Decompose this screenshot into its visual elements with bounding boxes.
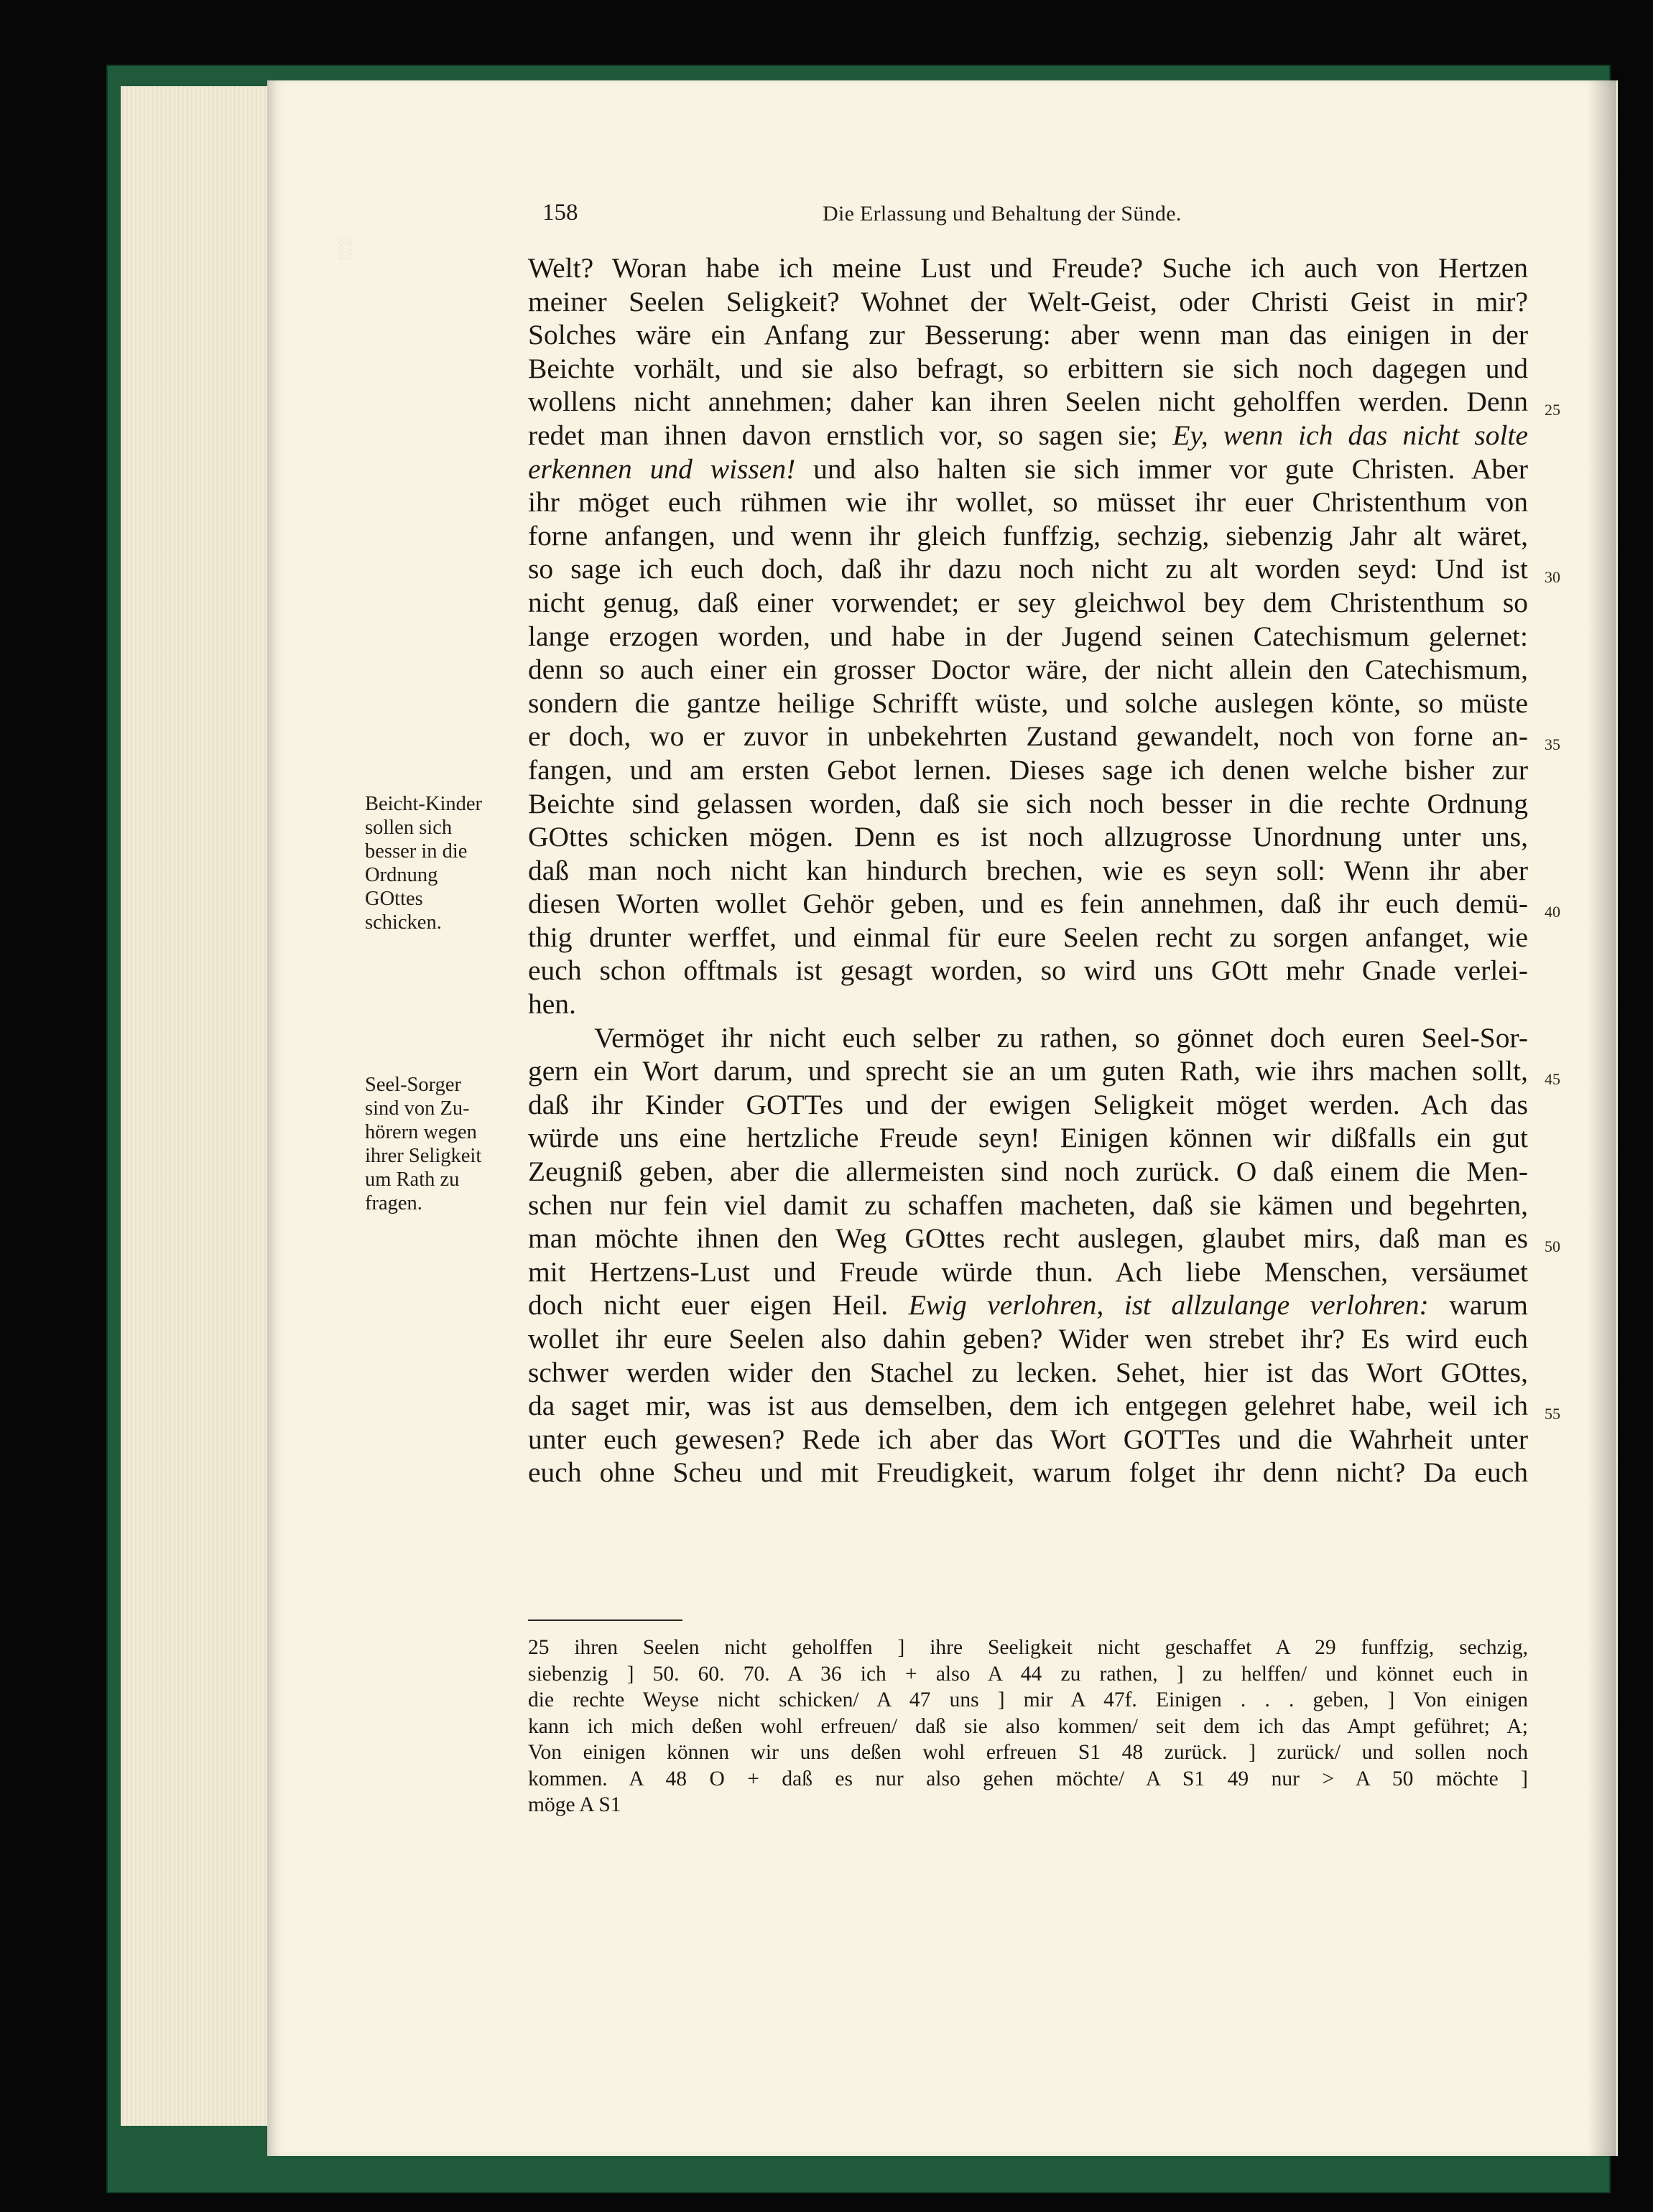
footnote-line: 25 ihren Seelen nicht geholffen ] ihre Seeligkeit nicht geschaffet A 29 funffzig, sechzig, xyxy=(528,1636,1528,1659)
margin-note-line: Beicht-Kinder xyxy=(365,793,483,815)
text-line: Beichte vorhält, und sie also befragt, so erbittern sie sich noch dagegen und xyxy=(528,352,1528,384)
text-line: da saget mir, was ist aus demselben, dem ich entgegen gelehret habe, weil ich xyxy=(528,1390,1528,1422)
text-line: gern ein Wort darum, und sprecht sie an um guten Rath, wie ihrs machen sollt, xyxy=(528,1055,1528,1087)
text-line: unter euch gewesen? Rede ich aber das Wort GOTTes und die Wahrheit unter xyxy=(528,1423,1528,1455)
text-line: fangen, und am ersten Gebot lernen. Dieses sage ich denen welche bisher zur xyxy=(528,753,1528,786)
text-line: sondern die gantze heilige Schrifft wüste, und solche auslegen könte, so müste xyxy=(528,687,1528,719)
footnote-line: siebenzig ] 50. 60. 70. A 36 ich + also A 44 zu rathen, ] zu helffen/ und könnet euch in xyxy=(528,1662,1528,1686)
footnote-rule xyxy=(528,1620,682,1621)
italic-quote: Ey, wenn ich das nicht solte xyxy=(1172,419,1528,451)
text-line: forne anfangen, und wenn ihr gleich funffzig, sechzig, siebenzig Jahr alt wäret, xyxy=(528,519,1528,552)
text-segment: redet man ihnen davon ernstlich vor, so sagen sie; xyxy=(528,419,1158,451)
text-line xyxy=(528,1288,1528,1322)
main-text xyxy=(528,251,1528,1490)
margin-note-line: ihrer Seligkeit xyxy=(365,1145,482,1167)
page-gutter-shadow xyxy=(1588,80,1616,2156)
text-line: mit Hertzens-Lust und Freude würde thun. Ach liebe Menschen, versäumet xyxy=(528,1255,1528,1288)
margin-note-line: Seel-Sorger xyxy=(365,1074,462,1096)
text-line: würde uns eine hertzliche Freude seyn! Einigen können wir dißfalls ein gut xyxy=(528,1122,1528,1154)
text-line: GOttes schicken mögen. Denn es ist noch allzugrosse Unordnung unter uns, xyxy=(528,821,1528,853)
text-segment: und also halten sie sich immer vor gute Christen. Aber xyxy=(813,452,1528,485)
footnote-line: möge A S1 xyxy=(528,1793,621,1816)
bleed-through-text: ░ xyxy=(338,238,352,260)
text-segment: warum xyxy=(1449,1289,1529,1321)
footnote-line: kommen. A 48 O + daß es nur also gehen möchte/ A S1 49 nur > A 50 möchte ] xyxy=(528,1767,1528,1790)
line-number: 55 xyxy=(1545,1405,1560,1423)
text-line: euch schon offtmals ist gesagt worden, so wird uns GOtt mehr Gnade verlei- xyxy=(528,954,1528,987)
margin-note-line: GOttes xyxy=(365,888,423,910)
text-line: man möchte ihnen den Weg GOttes recht auslegen, glaubet mirs, daß man es xyxy=(528,1222,1528,1255)
text-line: Welt? Woran habe ich meine Lust und Freude? Suche ich auch von Hertzen xyxy=(528,252,1528,284)
line-number: 25 xyxy=(1545,401,1560,419)
italic-quote: erkennen und wissen! xyxy=(528,452,796,485)
text-line: lange erzogen worden, und habe in der Jugend seinen Catechismum gelernet: xyxy=(528,620,1528,652)
margin-note-line: sind von Zu- xyxy=(365,1097,470,1120)
text-line: er doch, wo er zuvor in unbekehrten Zustand gewandelt, noch von forne an- xyxy=(528,720,1528,753)
text-line: meiner Seelen Seligkeit? Wohnet der Welt-Geist, oder Christi Geist in mir? xyxy=(528,285,1528,317)
running-head: Die Erlassung und Behaltung der Sünde. xyxy=(823,202,1182,226)
text-line: daß man noch nicht kan hindurch brechen, wie es seyn soll: Wenn ihr aber xyxy=(528,854,1528,886)
line-number: 30 xyxy=(1545,568,1560,586)
margin-note-line: um Rath zu xyxy=(365,1168,460,1191)
text-line: diesen Worten wollet Gehör geben, und es fein annehmen, daß ihr euch demü- xyxy=(528,888,1528,920)
margin-note-line: fragen. xyxy=(365,1192,422,1214)
text-line: Zeugniß geben, aber die allermeisten sind noch zurück. O daß einem die Men- xyxy=(528,1156,1528,1188)
page-number: 158 xyxy=(542,200,578,226)
margin-note-line: Ordnung xyxy=(365,864,438,886)
line-number: 40 xyxy=(1545,903,1560,921)
margin-note-seel-sorger xyxy=(365,1073,481,1215)
footnotes xyxy=(528,1635,1528,1818)
text-line: nicht genug, daß einer vorwendet; er sey gleichwol bey dem Christenthum so xyxy=(528,586,1528,618)
margin-note-line: besser in die xyxy=(365,840,468,863)
line-number: 50 xyxy=(1545,1237,1560,1255)
text-line: schen nur fein viel damit zu schaffen macheten, daß sie kämen und begehrten, xyxy=(528,1189,1528,1221)
margin-note-beicht-kinder xyxy=(365,792,482,934)
margin-note-line: schicken. xyxy=(365,911,442,934)
text-line: daß ihr Kinder GOTTes und der ewigen Seligkeit möget werden. Ach das xyxy=(528,1088,1528,1120)
page-edges xyxy=(121,86,286,2126)
text-line xyxy=(528,452,1528,486)
text-line: euch ohne Scheu und mit Freudigkeit, warum folget ihr denn nicht? Da euch xyxy=(528,1456,1528,1489)
text-line: wollet ihr eure Seelen also dahin geben? Wider wen strebet ihr? Es wird euch xyxy=(528,1323,1528,1354)
text-line: denn so auch einer ein grosser Doctor wäre, der nicht allein den Catechismum, xyxy=(528,654,1528,686)
text-line: schwer werden wider den Stachel zu lecken. Sehet, hier ist das Wort GOttes, xyxy=(528,1356,1528,1388)
margin-note-line: sollen sich xyxy=(365,817,453,839)
text-line: wollens nicht annehmen; daher kan ihren Seelen nicht geholffen werden. Denn xyxy=(528,386,1528,418)
text-line: ihr möget euch rühmen wie ihr wollet, so müsset ihr euer Christenthum von xyxy=(528,486,1528,519)
line-number: 35 xyxy=(1545,735,1560,753)
text-line: so sage ich euch doch, daß ihr dazu noch nicht zu alt worden seyd: Und ist xyxy=(528,553,1528,585)
text-line: hen. xyxy=(528,988,576,1021)
text-line: Vermöget ihr nicht euch selber zu rathen, so gönnet doch euren Seel-Sor- xyxy=(594,1021,1528,1054)
text-line: thig drunter werffet, und einmal für eure Seelen recht zu sorgen anfanget, wie xyxy=(528,921,1528,953)
text-segment: doch nicht euer eigen Heil. xyxy=(528,1289,889,1321)
text-line xyxy=(528,419,1528,452)
text-line: Solches wäre ein Anfang zur Besserung: aber wenn man das einigen in der xyxy=(528,319,1528,351)
footnote-line: Von einigen können wir uns deßen wohl erfreuen S1 48 zurück. ] zurück/ und sollen noch xyxy=(528,1741,1528,1764)
text-line: Beichte sind gelassen worden, daß sie sich noch besser in die rechte Ordnung xyxy=(528,787,1528,819)
footnote-line: die rechte Weyse nicht schicken/ A 47 uns ] mir A 47f. Einigen . . . geben, ] Von einigen xyxy=(528,1688,1528,1711)
footnote-line: kann ich mich deßen wohl erfreuen/ daß sie also kommen/ seit dem ich das Ampt geführet; A; xyxy=(528,1714,1528,1738)
italic-quote: Ewig verlohren, ist allzulange verlohren: xyxy=(908,1289,1429,1321)
line-number: 45 xyxy=(1545,1070,1560,1088)
margin-note-line: hörern wegen xyxy=(365,1121,477,1143)
page-header xyxy=(542,200,1541,234)
